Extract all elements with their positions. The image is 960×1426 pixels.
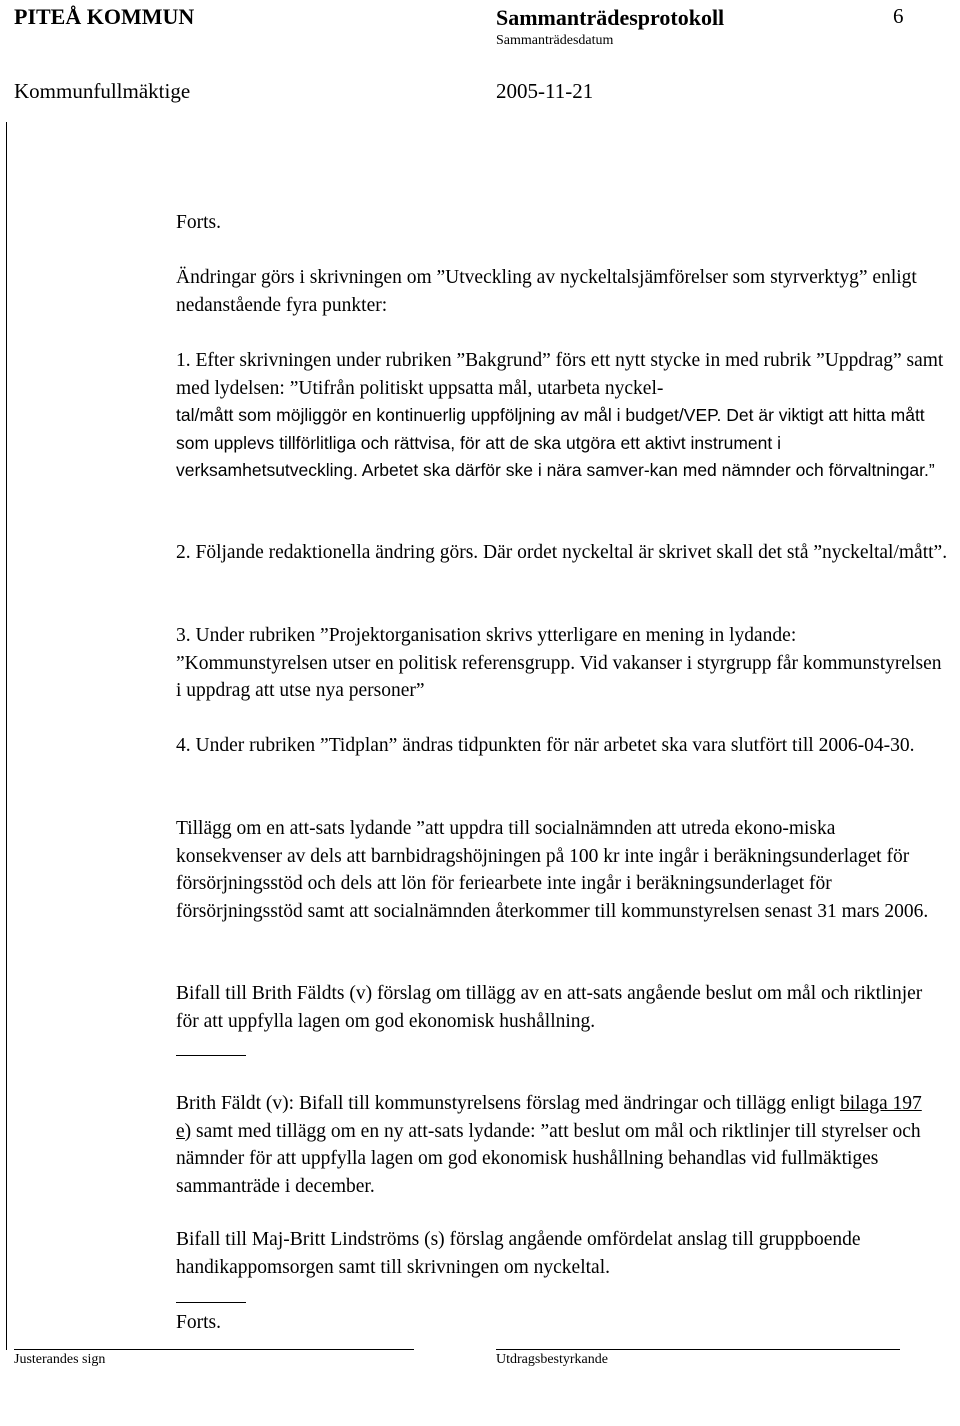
separator-1 xyxy=(176,1055,246,1056)
org-name: PITEÅ KOMMUN xyxy=(14,4,195,29)
justerandes-sign-label: Justerandes sign xyxy=(14,1352,106,1367)
tillagg-paragraph: Tillägg om en att-sats lydande ”att uppdra till socialnämnden att utreda ekono-miska konsekvenser av dels att barnbidragshöjningen på 100 kr inte ingår i beräkningsunderlaget för försörjningsstöd och dels att lön för feriearbete inte ingår i beräkningsunderlaget för försörjningsstöd samt att socialnämnden återkommer till kommunstyrelsen senast 31 mars 2006. xyxy=(176,818,929,922)
doc-type: Sammanträdesprotokoll xyxy=(496,5,725,30)
signature-line-right xyxy=(496,1349,900,1350)
forts-bottom: Forts. xyxy=(176,1312,221,1333)
brith-statement xyxy=(176,1090,936,1200)
bifall-brith-paragraph: Bifall till Brith Fäldts (v) förslag om tillägg av en att-sats angående beslut om mål och riktlinjer för att uppfylla lagen om god ekonomisk hushållning. xyxy=(176,983,923,1032)
meeting-date: 2005-11-21 xyxy=(496,79,594,103)
point-3: 3. Under rubriken ”Projektorganisation skrivs ytterligare en mening in lydande: ”Kommunstyrelsen utser en politisk referensgrupp. Vid vakanser i styrgrupp får kommunstyrelsen i uppdrag att utse nya personer” xyxy=(176,625,942,701)
page-number: 6 xyxy=(893,4,904,28)
brith-statement-pre: Brith Fäldt (v): Bifall till kommunstyrelsens förslag med ändringar och tillägg enligt xyxy=(176,1093,840,1114)
brith-statement-post: samt med tillägg om en ny att-sats lydande: ”att beslut om mål och riktlinjer till styrelser och nämnder för att uppfylla lagen om god ekonomisk hushållning behandlas vid fullmäktiges sammanträde i december. xyxy=(176,1120,921,1197)
signature-line-left xyxy=(14,1349,414,1350)
meeting-body: Kommunfullmäktige xyxy=(14,79,191,103)
point-4: 4. Under rubriken ”Tidplan” ändras tidpunkten för när arbetet ska vara slutfört till 2006-04-30. xyxy=(176,735,915,756)
left-margin-line xyxy=(6,122,7,1350)
point-1-lines-b: tal/mått som möjliggör en kontinuerlig uppföljning av mål i budget/VEP. Det är viktigt att hitta mått som upplevs tillförlitliga och rättvisa, för att de ska utgöra ett aktivt instrument i verksamhetsutveckling. Arbetet ska därför ske i nära samver-kan med nämnder och förvaltningar.” xyxy=(176,405,935,480)
forts-top: Forts. xyxy=(176,212,221,233)
point-1 xyxy=(176,347,958,485)
bifall-maj-paragraph: Bifall till Maj-Britt Lindströms (s) förslag angående omfördelat anslag till gruppboende handikappomsorgen samt till skrivningen om nyckeltal. xyxy=(176,1229,861,1278)
point-1-lines-a: 1. Efter skrivningen under rubriken ”Bakgrund” förs ett nytt stycke in med rubrik ”Uppdrag” samt med lydelsen: ”Utifrån politiskt uppsatta mål, utarbeta nyckel- xyxy=(176,350,944,399)
utdragsbestyrkande-label: Utdragsbestyrkande xyxy=(496,1352,608,1367)
separator-2 xyxy=(176,1302,246,1303)
date-label: Sammanträdesdatum xyxy=(496,33,614,48)
point-2: 2. Följande redaktionella ändring görs. Där ordet nyckeltal är skrivet skall det stå ”nyckeltal/mått”. xyxy=(176,542,948,563)
bilaga-link[interactable]: bilaga 197 e) xyxy=(176,1093,922,1142)
intro-paragraph: Ändringar görs i skrivningen om ”Utveckling av nyckeltalsjämförelser som styrverktyg” enligt nedanstående fyra punkter: xyxy=(176,267,917,316)
